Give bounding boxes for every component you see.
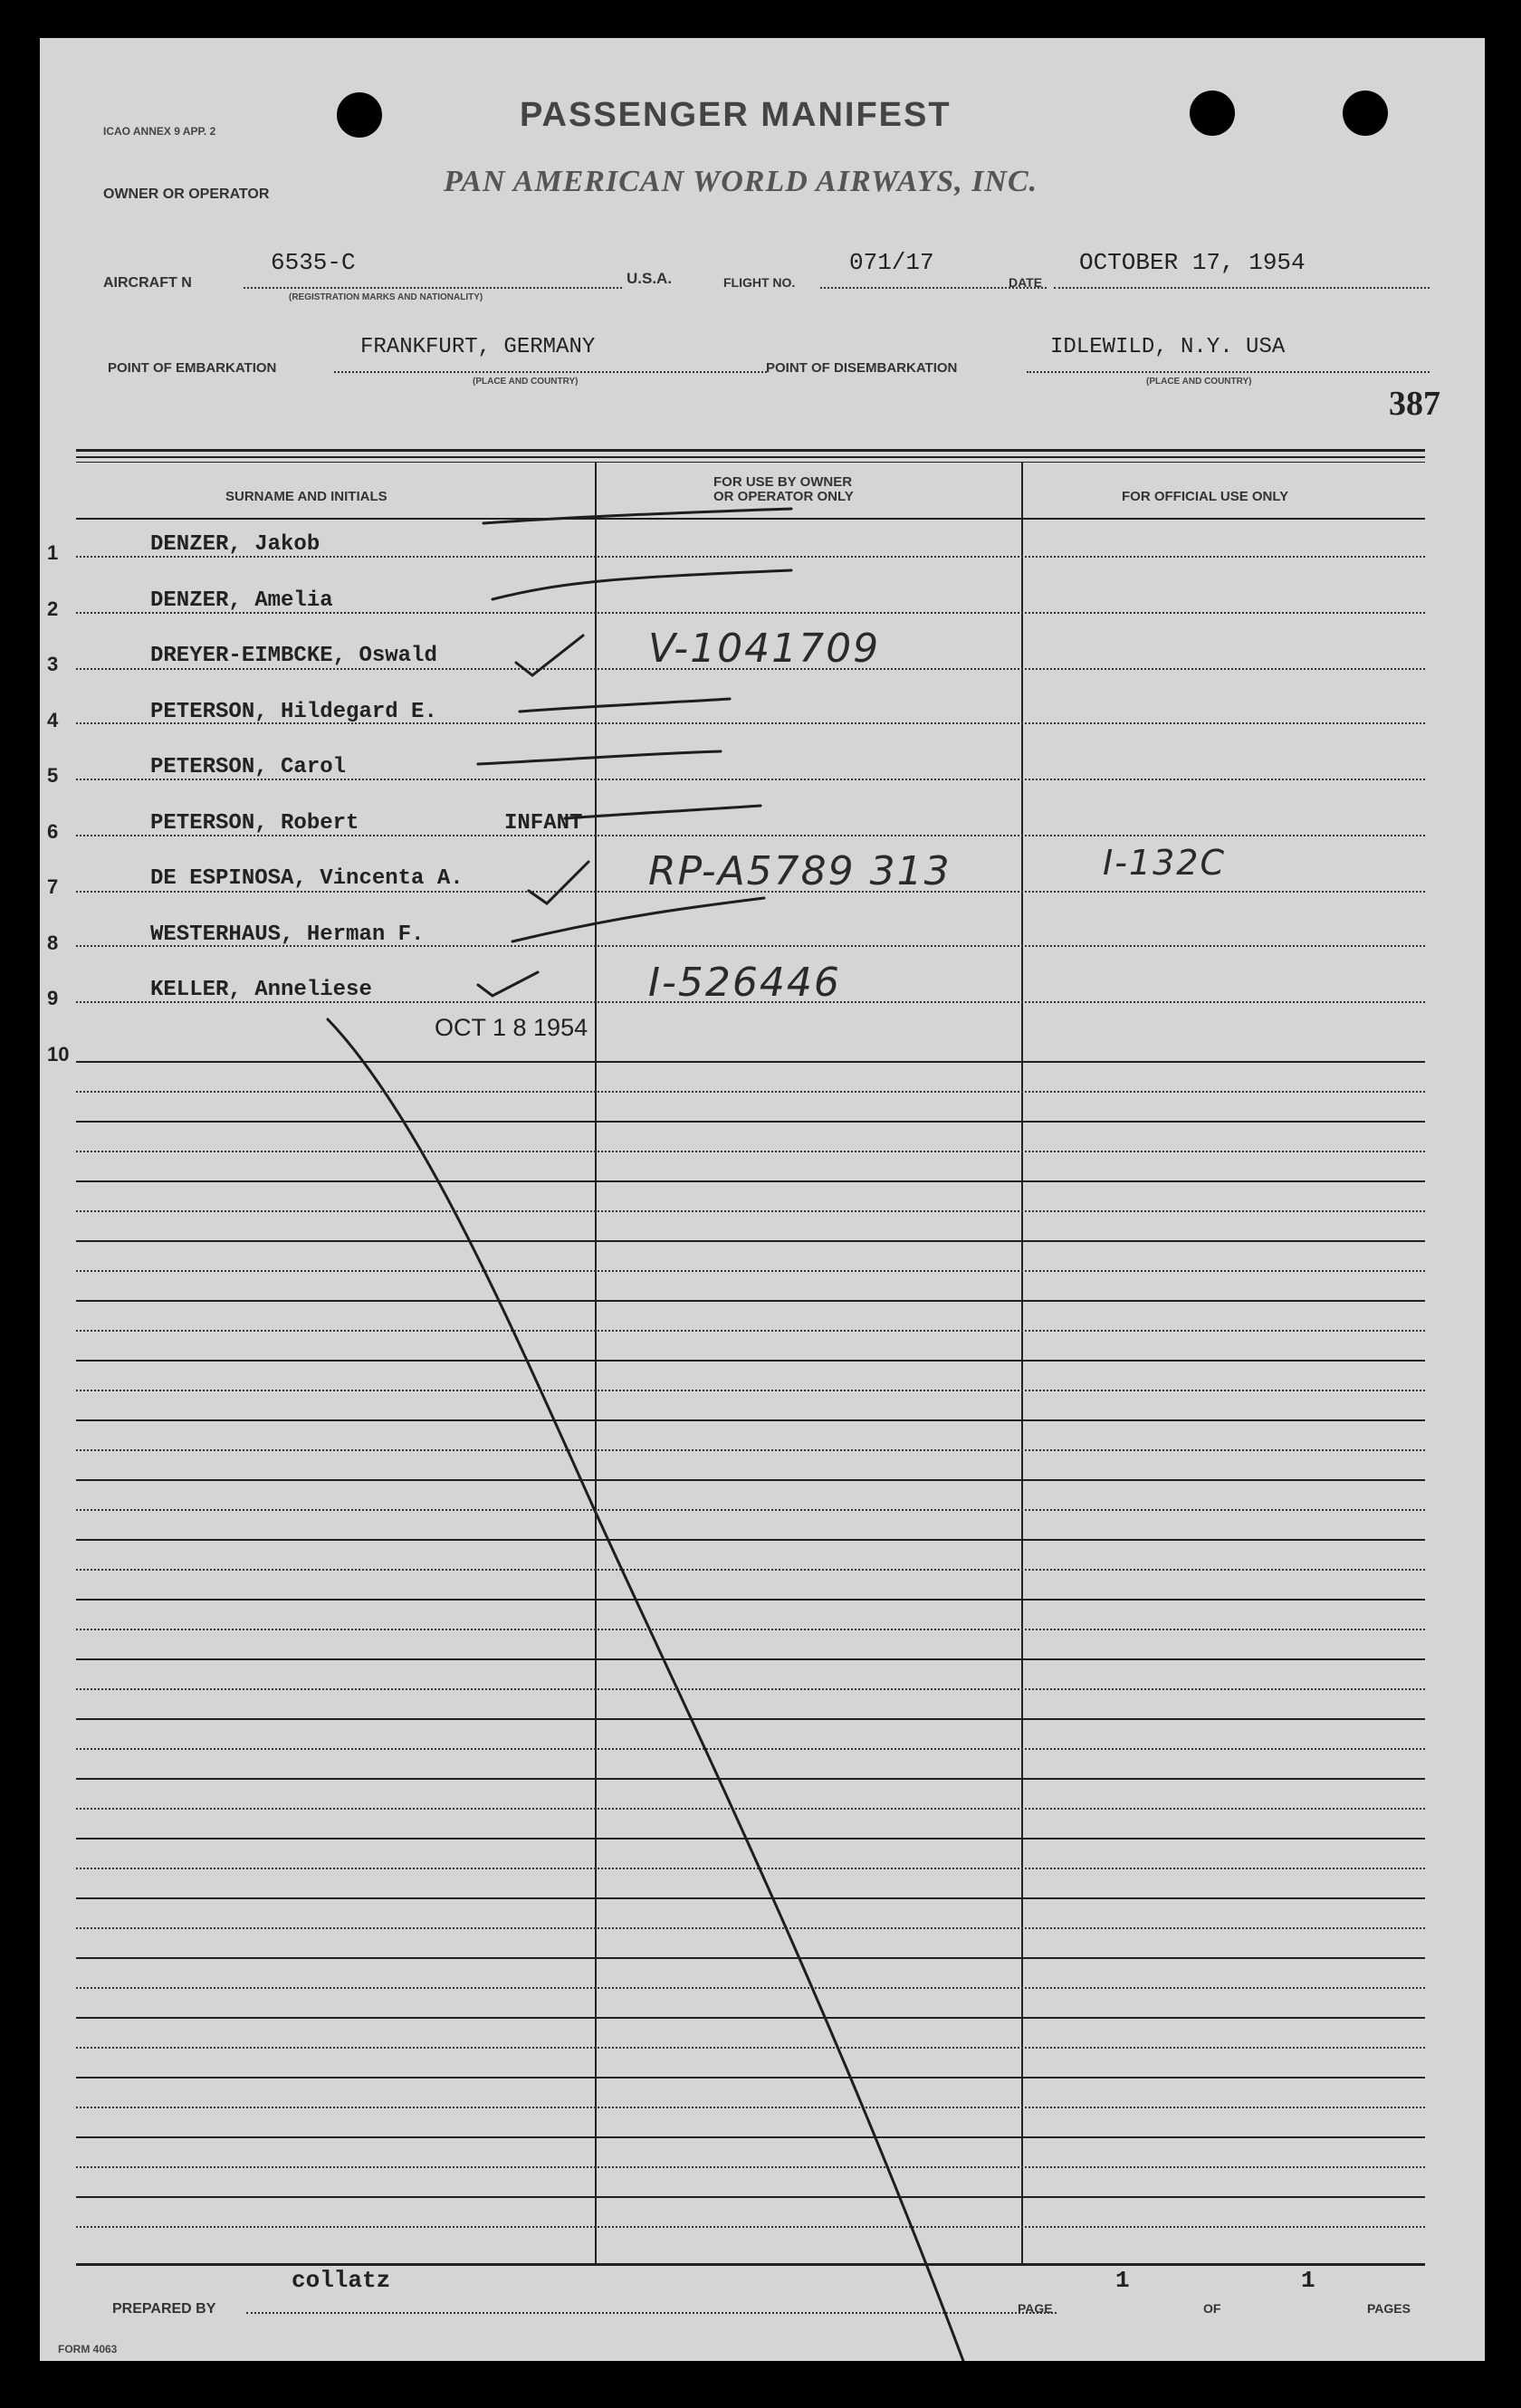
row-number: 1 [47, 541, 59, 564]
row-number: 9 [47, 987, 59, 1009]
check-row-7 [529, 862, 588, 903]
passenger-note: INFANT [504, 811, 583, 836]
passenger-name: WESTERHAUS, Herman F. [150, 922, 425, 947]
row-number: 10 [47, 1043, 70, 1065]
embark-value: FRANKFURT, GERMANY [360, 335, 596, 359]
tick-row-5 [478, 751, 721, 764]
col-header-owner-line1: FOR USE BY OWNER [713, 474, 853, 490]
tick-row-8 [512, 898, 764, 941]
owner-use-entry: I-526446 [648, 960, 841, 1006]
tick-row-2 [493, 570, 791, 599]
col-header-surname: SURNAME AND INITIALS [225, 489, 387, 504]
pen-marks [40, 38, 1485, 2361]
owner-use-entry: V-1041709 [648, 626, 881, 672]
passenger-name: DREYER-EIMBCKE, Oswald [150, 644, 437, 668]
passenger-name: DE ESPINOSA, Vincenta A. [150, 866, 464, 891]
page-label: PAGE [1018, 2301, 1053, 2316]
official-use-entry: I-132C [1103, 843, 1226, 883]
flight-value: 071/17 [849, 249, 934, 276]
disembark-label: POINT OF DISEMBARKATION [766, 360, 958, 376]
page-value: 1 [1115, 2267, 1130, 2294]
nationality: U.S.A. [627, 270, 673, 287]
owner-label: OWNER OR OPERATOR [103, 186, 270, 202]
row-number: 6 [47, 820, 59, 843]
passenger-name: KELLER, Anneliese [150, 978, 372, 1002]
received-stamp: OCT 1 8 1954 [435, 1014, 588, 1041]
row-number: 2 [47, 597, 59, 620]
row-number: 7 [47, 875, 59, 898]
disembark-value: IDLEWILD, N.Y. USA [1050, 335, 1286, 359]
row-number: 3 [47, 653, 59, 675]
aircraft-label: AIRCRAFT N [103, 275, 192, 291]
form-code: ICAO ANNEX 9 APP. 2 [103, 125, 216, 138]
tick-row-6 [565, 806, 760, 818]
pages-label: PAGES [1367, 2301, 1411, 2316]
owner-use-entry: RP-A5789 313 [648, 848, 952, 894]
disembark-caption: (PLACE AND COUNTRY) [1146, 377, 1252, 387]
flight-label: FLIGHT NO. [723, 275, 796, 290]
of-label: OF [1203, 2301, 1221, 2316]
row-number: 5 [47, 764, 59, 787]
date-label: DATE [1009, 275, 1043, 290]
passenger-name: PETERSON, Hildegard E. [150, 700, 437, 724]
prepared-value: collatz [292, 2267, 391, 2294]
sheet-number: 387 [1389, 385, 1440, 423]
check-row-3 [516, 635, 583, 675]
tick-row-4 [520, 699, 730, 712]
cancel-stroke [328, 1019, 963, 2361]
passenger-name: PETERSON, Carol [150, 755, 347, 779]
embark-label: POINT OF EMBARKATION [108, 360, 277, 376]
passenger-name: DENZER, Jakob [150, 532, 320, 557]
check-row-9 [478, 972, 538, 996]
aircraft-value: 6535-C [271, 249, 356, 276]
registration-caption: (REGISTRATION MARKS AND NATIONALITY) [289, 292, 483, 302]
owner-value: PAN AMERICAN WORLD AIRWAYS, INC. [444, 165, 1038, 198]
tick-row-1 [483, 509, 791, 523]
passenger-name: PETERSON, Robert [150, 811, 359, 836]
col-header-official: FOR OFFICIAL USE ONLY [1122, 489, 1289, 504]
of-value: 1 [1301, 2267, 1315, 2294]
form-number: FORM 4063 [58, 2343, 118, 2355]
manifest-sheet [40, 38, 1485, 2361]
row-number: 8 [47, 932, 59, 954]
embark-caption: (PLACE AND COUNTRY) [473, 377, 579, 387]
prepared-label: PREPARED BY [112, 2301, 216, 2317]
row-number: 4 [47, 709, 59, 731]
passenger-name: DENZER, Amelia [150, 588, 333, 613]
page-title: PASSENGER MANIFEST [520, 96, 952, 134]
col-header-owner-line2: OR OPERATOR ONLY [713, 489, 854, 504]
date-value: OCTOBER 17, 1954 [1079, 249, 1306, 276]
